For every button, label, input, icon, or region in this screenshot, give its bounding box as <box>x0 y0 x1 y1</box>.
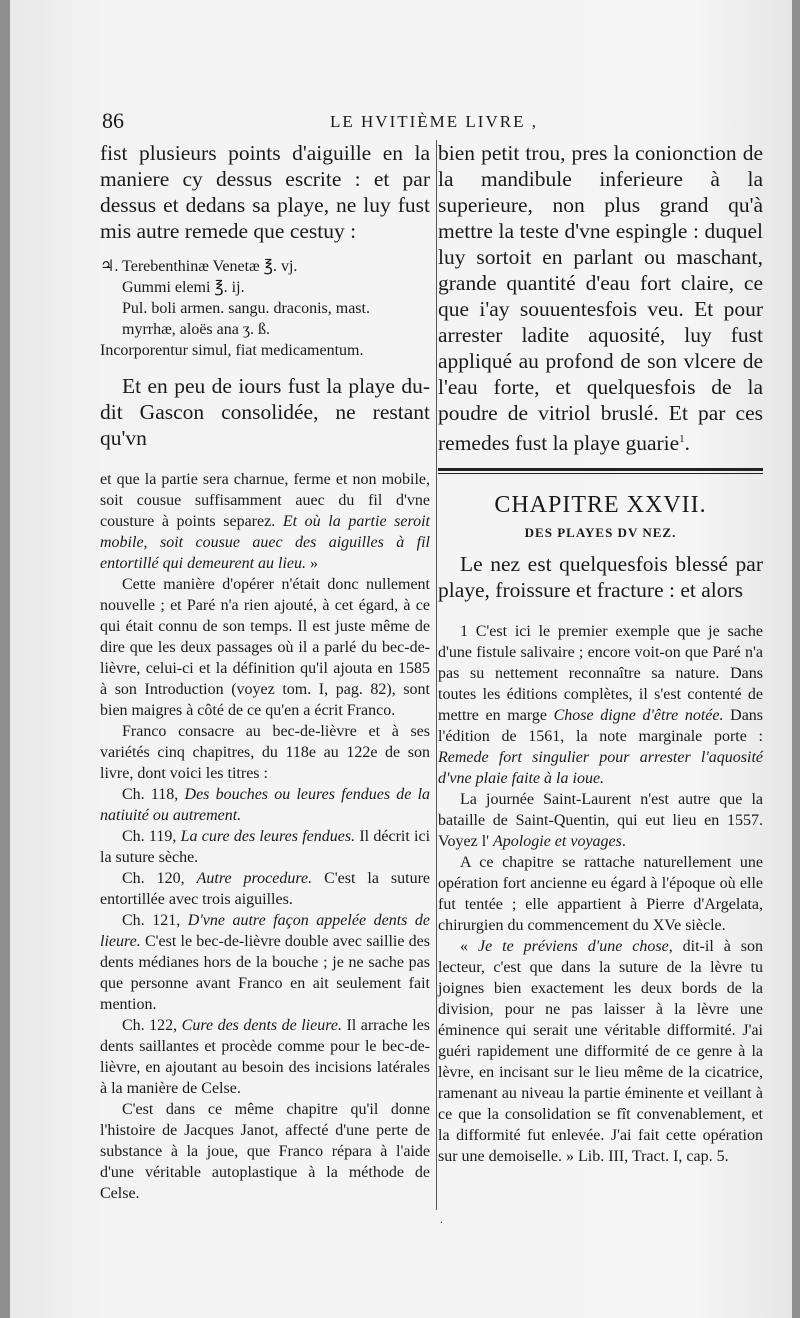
right-column <box>438 140 763 1167</box>
running-header <box>90 108 770 136</box>
chapter-list-item: Ch. 118, Des bouches ou leures fendues de la natiuité ou autrement. <box>100 786 431 824</box>
paragraph: bien petit trou, pres la conionction de la mandibule inferieure à la superieure, non plus grand qu'à mettre la teste d'vne espingle : duquel luy sortoit en parlant ou maschant, grande quantité d'eau fort claire, ce que i'ay souuentesfois veu. Et pour arrester ladite aquosité, luy fust appliqué au profond de son vlcere de l'eau forte, et quelquesfois de la poudre de vitriol bruslé. Et par ces remedes fust la playe guarie$^1$. <box>438 141 763 456</box>
chapter-subtitle: DES PLAYES DV NEZ. <box>524 525 677 541</box>
footnote: 1 C'est ici le premier exemple que je sache d'une fistule salivaire ; encore voit-on que Paré n'a pas su nettement reconnaître sa nature. Dans toutes les éditions complètes, il s'est contenté de mettre en marge Chose digne d'être notée. Dans l'édition de 1561, la note marginale porte : Remede fort singulier pour arrester l'aquosité d'vne plaie faite à la ioue. <box>438 623 764 788</box>
recipe-line: myrrhæ, aloës ana ʒ. ß. <box>122 321 270 338</box>
note-paragraph: Cette manière d'opérer n'était donc nullement nouvelle ; et Paré n'a rien ajouté, à cet égard, à ce qui était connu de son temps. Il est juste même de dire que les deux passages où il a parlé du bec-de-lièvre, celui-ci et la définition qu'il ajouta en 1585 à son Introduction (voyez tom. I, pag. 82), sont bien maigres à côté de ce qu'en a écrit Franco. <box>100 576 430 719</box>
paragraph: Et en peu de iours fust la playe du-dit Gascon consolidée, ne restant qu'vn <box>100 374 430 450</box>
note-paragraph: Franco consacre au bec-de-lièvre et à ses variétés cinq chapitres, du 118e au 122e de son livre, dont voici les titres : <box>100 723 430 782</box>
page-number: 86 <box>102 108 124 133</box>
note-quote: Et où la partie seroit mobile, soit cousue auec des aiguilles à fil entortillé qui demeurent au lieu. <box>100 513 430 572</box>
footnote: La journée Saint-Laurent n'est autre que la bataille de Saint-Quentin, qui eut lieu en 1557. Voyez l' Apologie et voyages. <box>438 791 763 851</box>
recipe-line: Gummi elemi ℥. ij. <box>122 279 245 296</box>
note-end: » <box>306 555 319 572</box>
note-paragraph <box>100 469 430 574</box>
footer-mark: . <box>440 1212 443 1226</box>
recipe-line: ♃. Terebenthinæ Venetæ ℥. vj. <box>100 258 298 275</box>
running-title: LE HVITIÈME LIVRE , <box>330 112 538 131</box>
chapter-list-item: Ch. 122, Cure des dents de lieure. Il arrache les dents saillantes et procède comme pour le bec-de-lièvre, en ajoutant au besoin des incisions latérales à la manière de Celse. <box>100 1017 431 1097</box>
recipe <box>100 256 430 361</box>
chapter-list-item: Ch. 121, D'vne autre façon appelée dents de lieure. C'est le bec-de-lièvre double avec saillie des dents médianes hors de la bouche ; je ne sache pas que personne avant Franco en ait seulement fait mention. <box>100 912 431 1013</box>
chapter-title: CHAPITRE XXVII. <box>494 492 707 519</box>
paragraph: fist plusieurs points d'aiguille en la maniere cy dessus escrite : et par dessus et dedans sa playe, ne luy fust mis autre remede que cestuy : <box>100 141 430 243</box>
note-text: et que la partie sera charnue, ferme et non mobile, soit cousue suffisamment auec du fil d'vne cousture à points separez. <box>100 471 430 530</box>
note-paragraph: C'est dans ce même chapitre qu'il donne l'histoire de Jacques Janot, affecté d'une perte de substance à la joue, que Franco répara à l'aide d'une véritable autoplastique à la méthode de Celse. <box>100 1101 430 1202</box>
recipe-line: Incorporentur simul, fiat medicamentum. <box>100 342 364 359</box>
book-page <box>10 0 792 1318</box>
chapter-list-item: Ch. 120, Autre procedure. C'est la suture entortillée avec trois aiguilles. <box>100 870 430 908</box>
footnote: « Je te préviens d'une chose, dit-il à son lecteur, c'est que dans la suture de la lèvre tu joignes bien exactement les deux bords de la division, pour ne pas laisser à la lèvre une éminence qui serait une véritable difformité. J'ai guéri rapidement une difformité de ce genre à la lèvre, en incisant sur le lieu même de la cicatrice, ramenant au niveau la partie éminente et veillant à ce que la consolidation se fît convenablement, et la difformité fut enlevée. J'ai fait cette opération sur une demoiselle. » Lib. III, Tract. I, cap. 5. <box>438 938 764 1166</box>
paragraph: Le nez est quelquesfois blessé par playe, froissure et fracture : et alors <box>438 552 763 603</box>
left-column <box>100 140 430 1204</box>
chapter-list-item: Ch. 119, La cure des leures fendues. Il décrit ici la suture sèche. <box>100 828 431 866</box>
section-rule <box>438 468 763 474</box>
column-divider <box>436 140 437 1210</box>
recipe-line: Pul. boli armen. sangu. draconis, mast. <box>122 300 370 317</box>
footnote-marker: 1 <box>679 433 685 445</box>
footnote: A ce chapitre se rattache naturellement une opération fort ancienne eu égard à l'époque où elle fut tentée ; elle appartient à Pierre d'Argelata, chirurgien du commencement du XVe siècle. <box>438 854 763 935</box>
